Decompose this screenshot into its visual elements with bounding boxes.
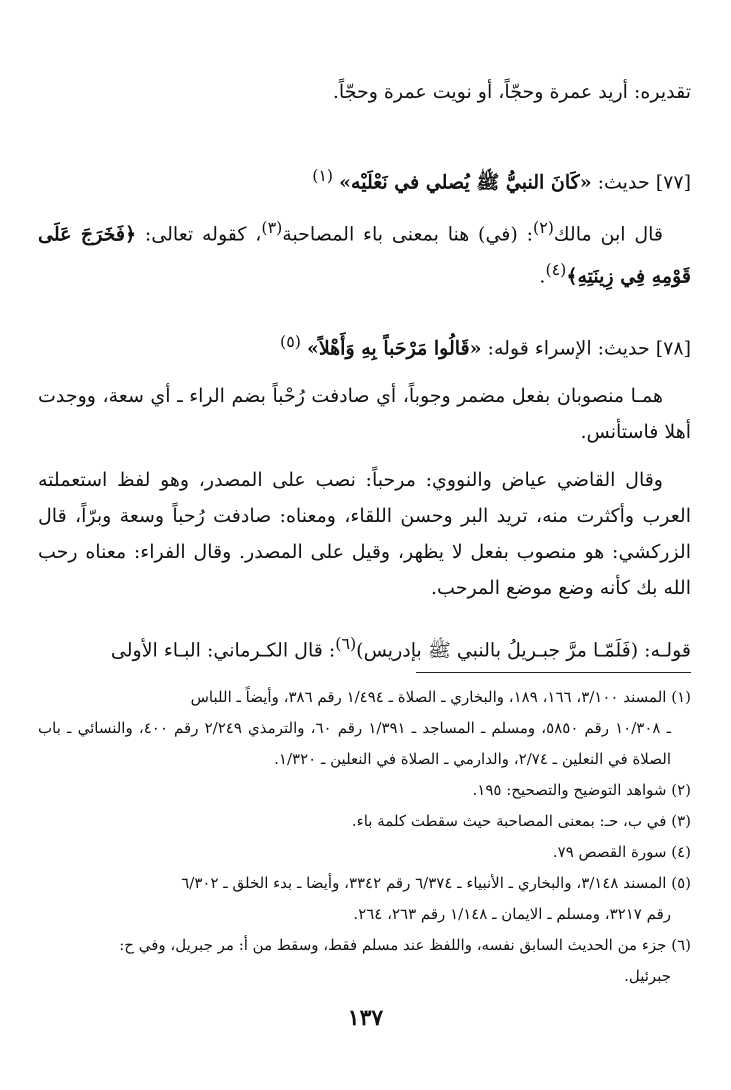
qadi-iyad-paragraph: وقال القاضي عياض والنووي: مرحباً: نصب على المصدر، وهو لفظ استعملته العرب وأكثرت منه، تريد البر وحسن اللقاء، ومعناه: صادفت رُحباً وسعة وبرّاً، قال الزركشي: هو منصوب بفعل لا يظهر، وقيل على المصدر. وقال الفراء: معناه رحب الله بك كأنه وضع موضع المرحب.: [38, 469, 691, 599]
footnote-number: (٢): [671, 781, 691, 799]
quran-verse: ﴿فَخَرَجَ عَلَى قَوْمِهِ فِي زِينَتِهِ﴾: [38, 223, 691, 288]
footnote-separator: [416, 672, 691, 673]
footnote-5: [38, 868, 691, 930]
page-number: ١٣٧: [347, 1005, 384, 1031]
footnote-ref: (٥): [280, 332, 301, 351]
footnote-text: المسند ٣/١٠٠، ١٦٦، ١٨٩، والبخاري ـ الصلاة ـ ١/٤٩٤ رقم ٣٨٦، وأيضاً ـ اللباس: [190, 688, 667, 706]
footnotes: [38, 682, 691, 992]
intro-paragraph: تقديره: أريد عمرة وحجّاً، أو نويت عمرة وحجّاً.: [332, 81, 691, 103]
hadith-78-label: [٧٨] حديث: الإسراء قوله:: [487, 337, 691, 360]
footnote-1: [38, 682, 691, 775]
footnote-text: في ب، حـ: بمعنى المصاحبة حيث سقطت كلمة باء.: [351, 812, 667, 830]
ibn-malik-text-3: ، كقوله تعالى:: [144, 223, 262, 246]
footnote-ref: (١): [312, 166, 334, 185]
hadith-78-heading: [38, 324, 691, 366]
hadith-77-label: [٧٧] حديث:: [597, 171, 691, 194]
footnote-text-cont: جبرئيل.: [624, 967, 671, 985]
footnote-ref: (٤): [545, 260, 567, 280]
kirmani-paragraph: [38, 626, 691, 668]
marhaban-paragraph: همـا منصوبان بفعل مضمر وجوباً، أي صادفت رُحْباً بضم الراء ـ أي سعة، ووجدت أهلا فاستأنس.: [38, 385, 691, 443]
footnote-number: (٣): [671, 812, 691, 830]
footnote-text: شواهد التوضيح والتصحيح: ١٩٥.: [472, 781, 667, 799]
footnote-3: [38, 806, 691, 837]
hadith-78-quote: «قَالُوا مَرْحَباً بِهِ وَأَهْلاً»: [306, 337, 482, 360]
footnote-ref: (٢): [533, 218, 554, 237]
footnote-4: [38, 837, 691, 868]
footnote-text: جزء من الحديث السابق نفسه، واللفظ عند مسلم فقط، وسقط من أ: مر جبريل، وفي ح:: [119, 936, 667, 954]
footnote-text: سورة القصص ٧٩.: [552, 843, 667, 861]
kirmani-text: قولـه: (فَلَمّـا مرَّ جبـريلُ بالنبي ﷺ بإدريس): [356, 639, 691, 662]
footnote-number: (٦): [671, 936, 691, 954]
ibn-malik-paragraph: [38, 210, 691, 295]
period: .: [539, 265, 546, 288]
ibn-malik-text: قال ابن مالك: [553, 223, 663, 246]
footnote-ref: (٦): [335, 634, 357, 653]
kirmani-text-2: : قال الكـرماني: البـاء الأولى: [110, 639, 336, 662]
hadith-77-heading: [38, 158, 691, 200]
footnote-text: المسند ٣/١٤٨، والبخاري ـ الأنبياء ـ ٦/٣٧٤ رقم ٣٣٤٢، وأيضا ـ بدء الخلق ـ ٦/٣٠٢: [181, 874, 667, 892]
footnote-6: [38, 930, 691, 992]
ibn-malik-text-2: : (في) هنا بمعنى باء المصاحبة: [282, 223, 534, 246]
footnote-2: [38, 775, 691, 806]
footnote-number: (١): [671, 688, 691, 706]
footnote-ref: (٣): [261, 218, 283, 237]
footnote-text-cont: ـ ١٠/٣٠٨ رقم ٥٨٥٠، ومسلم ـ المساجد ـ ١/٣٩١ رقم ٦٠، والترمذي ٢/٢٤٩ رقم ٤٠٠، والنسائي ـ باب الصلاة في النعلين ـ ٢/٧٤، والدارمي ـ الصلاة في النعلين ـ ١/٣٢٠.: [38, 719, 672, 768]
footnote-number: (٤): [671, 843, 691, 861]
footnote-number: (٥): [671, 874, 691, 892]
hadith-77-quote: «كَانَ النبيُّ ﷺ يُصلي في نَعْلَيْه»: [339, 171, 592, 194]
footnote-text-cont: رقم ٣٢١٧، ومسلم ـ الايمان ـ ١/١٤٨ رقم ٢٦٣، ٢٦٤.: [353, 905, 671, 923]
